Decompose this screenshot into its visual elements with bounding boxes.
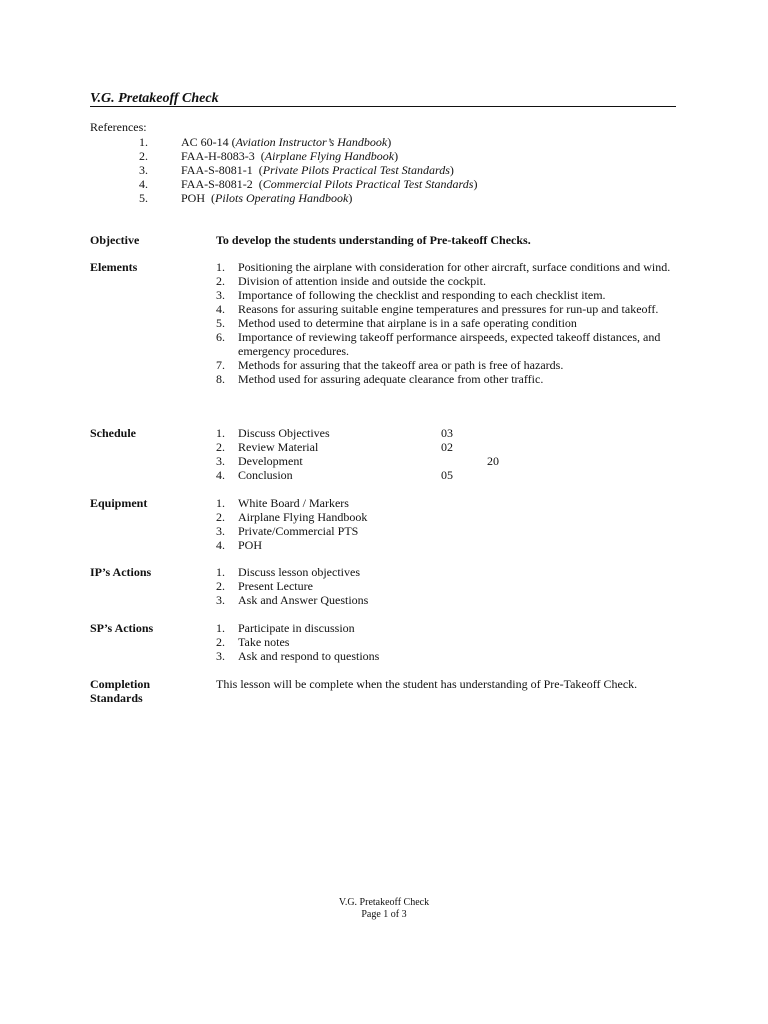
schedule-minutes: 02 xyxy=(441,440,453,454)
item-number: 3. xyxy=(216,288,225,302)
item-number: 3. xyxy=(216,454,225,468)
schedule-row xyxy=(216,468,676,482)
item-text: Methods for assuring that the takeoff area or path is free of hazards. xyxy=(238,358,564,372)
page-title: V.G. Pretakeoff Check xyxy=(90,91,676,107)
equipment-label: Equipment xyxy=(90,496,148,510)
item-text: Present Lecture xyxy=(238,579,313,593)
completion-label-line1: Completion xyxy=(90,677,150,691)
schedule-item: Conclusion xyxy=(238,468,293,482)
references-label: References: xyxy=(90,120,147,134)
completion-label xyxy=(90,677,150,705)
list-item xyxy=(216,649,676,663)
item-number: 1. xyxy=(216,426,225,440)
reference-number: 4. xyxy=(139,177,148,191)
list-item xyxy=(216,538,676,552)
reference-number: 5. xyxy=(139,191,148,205)
item-text: White Board / Markers xyxy=(238,496,349,510)
item-number: 3. xyxy=(216,524,225,538)
reference-title: Airplane Flying Handbook xyxy=(264,149,395,163)
item-text: Importance of following the checklist and responding to each checklist item. xyxy=(238,288,606,302)
list-item xyxy=(216,358,676,372)
reference-code: POH xyxy=(181,191,206,205)
objective-text: To develop the students understanding of Pre-takeoff Checks. xyxy=(216,233,531,247)
schedule-row xyxy=(216,426,676,440)
item-number: 2. xyxy=(216,274,225,288)
item-text: Importance of reviewing takeoff performance airspeeds, expected takeoff distances, and emergency procedures. xyxy=(238,330,661,358)
item-number: 1. xyxy=(216,621,225,635)
schedule-list xyxy=(216,426,676,482)
elements-label: Elements xyxy=(90,260,138,274)
item-text: Participate in discussion xyxy=(238,621,355,635)
list-item xyxy=(216,524,676,538)
reference-code: AC 60-14 xyxy=(181,135,229,149)
item-number: 5. xyxy=(216,316,225,330)
item-number: 1. xyxy=(216,260,225,274)
item-number: 2. xyxy=(216,635,225,649)
item-text: Method used for assuring adequate clearance from other traffic. xyxy=(238,372,544,386)
list-item xyxy=(216,372,676,386)
reference-title: Private Pilots Practical Test Standards xyxy=(262,163,450,177)
item-number: 3. xyxy=(216,593,225,607)
schedule-label: Schedule xyxy=(90,426,137,440)
item-text: Airplane Flying Handbook xyxy=(238,510,368,524)
list-item xyxy=(216,302,676,316)
schedule-minutes: 05 xyxy=(441,468,453,482)
item-number: 4. xyxy=(216,538,225,552)
page-footer xyxy=(0,897,768,921)
item-text: Reasons for assuring suitable engine temperatures and pressures for run-up and takeoff. xyxy=(238,302,659,316)
reference-title: Commercial Pilots Practical Test Standards xyxy=(262,177,474,191)
reference-title: Pilots Operating Handbook xyxy=(215,191,349,205)
item-text: Private/Commercial PTS xyxy=(238,524,359,538)
list-item xyxy=(216,579,676,593)
item-text: POH xyxy=(238,538,263,552)
list-item xyxy=(216,621,676,635)
item-number: 6. xyxy=(216,330,225,344)
item-number: 8. xyxy=(216,372,225,386)
sp-actions-list xyxy=(216,621,676,663)
schedule-row xyxy=(216,454,676,468)
schedule-item: Discuss Objectives xyxy=(238,426,330,440)
equipment-list xyxy=(216,496,676,552)
reference-code: FAA-S-8081-2 xyxy=(181,177,253,191)
reference-number: 2. xyxy=(139,149,148,163)
list-item xyxy=(216,635,676,649)
schedule-row xyxy=(216,440,676,454)
schedule-item: Review Material xyxy=(238,440,319,454)
list-item xyxy=(216,288,676,302)
reference-number: 1. xyxy=(139,135,148,149)
item-text: Ask and respond to questions xyxy=(238,649,380,663)
list-item xyxy=(216,260,676,274)
item-text: Take notes xyxy=(238,635,290,649)
reference-title: Aviation Instructor’s Handbook xyxy=(235,135,388,149)
item-number: 7. xyxy=(216,358,225,372)
item-number: 3. xyxy=(216,649,225,663)
completion-text: This lesson will be complete when the student has understanding of Pre-Takeoff Check. xyxy=(216,677,638,691)
item-text: Ask and Answer Questions xyxy=(238,593,369,607)
reference-number: 3. xyxy=(139,163,148,177)
list-item xyxy=(216,496,676,510)
item-text: Discuss lesson objectives xyxy=(238,565,360,579)
elements-list xyxy=(216,260,676,386)
item-text: Method used to determine that airplane is in a safe operating condition xyxy=(238,316,577,330)
list-item xyxy=(216,274,676,288)
item-number: 4. xyxy=(216,468,225,482)
list-item xyxy=(216,316,676,330)
ip-actions-list xyxy=(216,565,676,607)
list-item xyxy=(216,510,676,524)
sp-actions-label: SP’s Actions xyxy=(90,621,154,635)
list-item xyxy=(216,593,676,607)
item-number: 2. xyxy=(216,440,225,454)
list-item xyxy=(216,330,676,358)
objective-label: Objective xyxy=(90,233,140,247)
item-text: Division of attention inside and outside the cockpit. xyxy=(238,274,486,288)
item-number: 2. xyxy=(216,510,225,524)
item-number: 1. xyxy=(216,565,225,579)
reference-code: FAA-S-8081-1 xyxy=(181,163,253,177)
reference-code: FAA-H-8083-3 xyxy=(181,149,255,163)
page-number: Page 1 of 3 xyxy=(361,909,407,920)
item-number: 1. xyxy=(216,496,225,510)
footer-title: V.G. Pretakeoff Check xyxy=(338,897,430,908)
schedule-minutes: 20 xyxy=(487,454,499,468)
schedule-minutes: 03 xyxy=(441,426,453,440)
schedule-item: Development xyxy=(238,454,303,468)
item-number: 2. xyxy=(216,579,225,593)
list-item xyxy=(216,565,676,579)
ip-actions-label: IP’s Actions xyxy=(90,565,152,579)
item-text: Positioning the airplane with consideration for other aircraft, surface conditions and wind. xyxy=(238,260,671,274)
item-number: 4. xyxy=(216,302,225,316)
completion-label-line2: Standards xyxy=(90,691,143,705)
